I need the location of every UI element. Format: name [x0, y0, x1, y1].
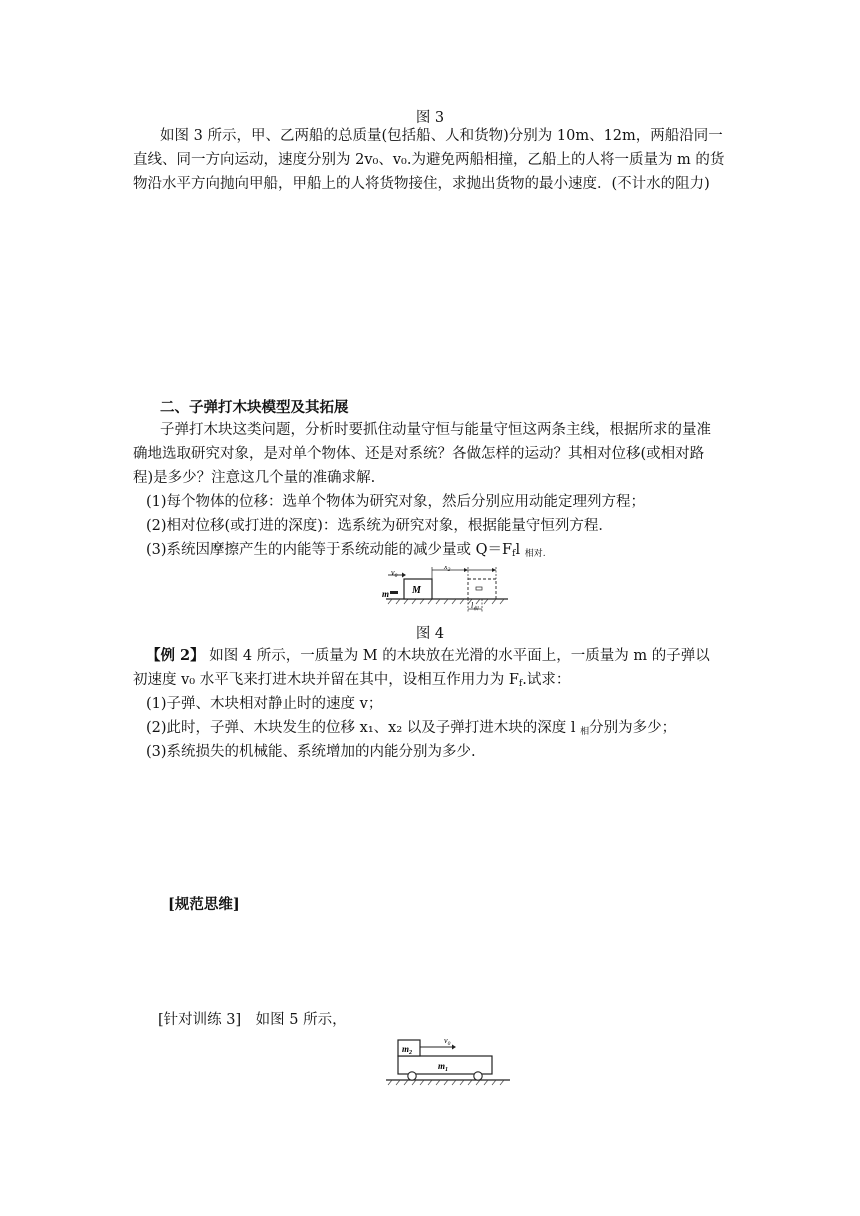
- example-2-text-2-end: .试求：: [522, 672, 571, 688]
- intro-paragraph-line-1: 子弹打木块这类问题，分析时要抓住动量守恒与能量守恒这两条主线，根据所求的量准: [160, 422, 711, 438]
- example-2-text-2: 初速度 v₀ 水平飞来打进木块并留在其中，设相互作用力为 F: [133, 672, 519, 688]
- wheel-right: [474, 1072, 482, 1080]
- point-1: (1)每个物体的位移：选单个物体为研究对象，然后分别应用动能定理列方程；: [146, 494, 646, 510]
- fig4-label-v0: $v_0$: [391, 568, 398, 579]
- fig4-label-M: M: [412, 585, 421, 596]
- intro-paragraph-line-2: 确地选取研究对象，是对单个物体、还是对系统？各做怎样的运动？其相对位移(或相对路: [133, 446, 705, 462]
- wheel-left: [408, 1072, 416, 1080]
- example-2-q2-end: 分别为多少；: [589, 720, 677, 736]
- example-2-sub-f: f: [518, 679, 523, 689]
- problem-paragraph-line-1: 如图 3 所示，甲、乙两船的总质量(包括船、人和货物)分别为 10m、12m，两船沿同一: [160, 128, 723, 144]
- point-2: (2)相对位移(或打进的深度)：选系统为研究对象，根据能量守恒列方程．: [146, 518, 613, 534]
- intro-paragraph-line-3: 程)是多少？注意这几个量的准确求解.: [133, 470, 376, 486]
- point-3-l: l: [515, 542, 521, 558]
- bullet: [390, 591, 398, 594]
- figure-4-diagram: [380, 566, 510, 614]
- fig5-label-m2: $m_2$: [402, 1044, 413, 1056]
- norm-thinking-heading: [规范思维]: [168, 896, 240, 913]
- drill-3-line: [158, 1010, 347, 1030]
- example-2-tag: 【例 2】: [146, 647, 205, 664]
- point-3-sub-relative: 相对: [524, 549, 543, 559]
- figure-3-caption: 图 3: [415, 110, 445, 126]
- example-2-question-2: [146, 718, 676, 742]
- fig5-label-v0: $v_0$: [444, 1036, 451, 1047]
- drill-3-tag: [针对训练 3]: [158, 1012, 242, 1028]
- figure-4-caption: 图 4: [415, 626, 445, 642]
- example-2-line-1: [146, 646, 710, 666]
- example-2-text-1: 如图 4 所示，一质量为 M 的木块放在光滑的水平面上，一质量为 m 的子弹以: [204, 648, 710, 664]
- problem-paragraph-line-3: 物沿水平方向抛向甲船，甲船上的人将货物接住，求抛出货物的最小速度．(不计水的阻力): [133, 176, 710, 192]
- problem-paragraph-line-2: 直线、同一方向运动，速度分别为 2v₀、v₀.为避免两船相撞，乙船上的人将一质量为 m 的货: [133, 152, 725, 168]
- section-2-title: 二、子弹打木块模型及其拓展: [160, 399, 349, 416]
- point-3: [146, 540, 546, 564]
- point-3-text: (3)系统因摩擦产生的内能等于系统动能的减少量或 Q＝F: [146, 542, 513, 558]
- fig4-label-x2: $x_2$: [444, 566, 451, 573]
- example-2-q2-sub: 相: [580, 727, 590, 737]
- fig4-label-l: $l_相$: [471, 601, 479, 612]
- figure-5-diagram: [382, 1034, 512, 1086]
- example-2-question-1: (1)子弹、木块相对静止时的速度 v；: [146, 696, 383, 712]
- bullet-in-block: [476, 587, 482, 590]
- example-2-line-2: [133, 670, 570, 694]
- point-3-end: .: [542, 549, 546, 559]
- fig5-label-m1: $m_1$: [438, 1061, 449, 1073]
- example-2-q2-text: (2)此时，子弹、木块发生的位移 x₁、x₂ 以及子弹打进木块的深度 l: [146, 720, 576, 736]
- example-2-question-3: (3)系统损失的机械能、系统增加的内能分别为多少.: [146, 744, 476, 760]
- drill-3-text: 如图 5 所示，: [241, 1012, 347, 1028]
- fig4-label-m: m: [382, 589, 390, 599]
- point-3-sub-f: f: [512, 549, 516, 559]
